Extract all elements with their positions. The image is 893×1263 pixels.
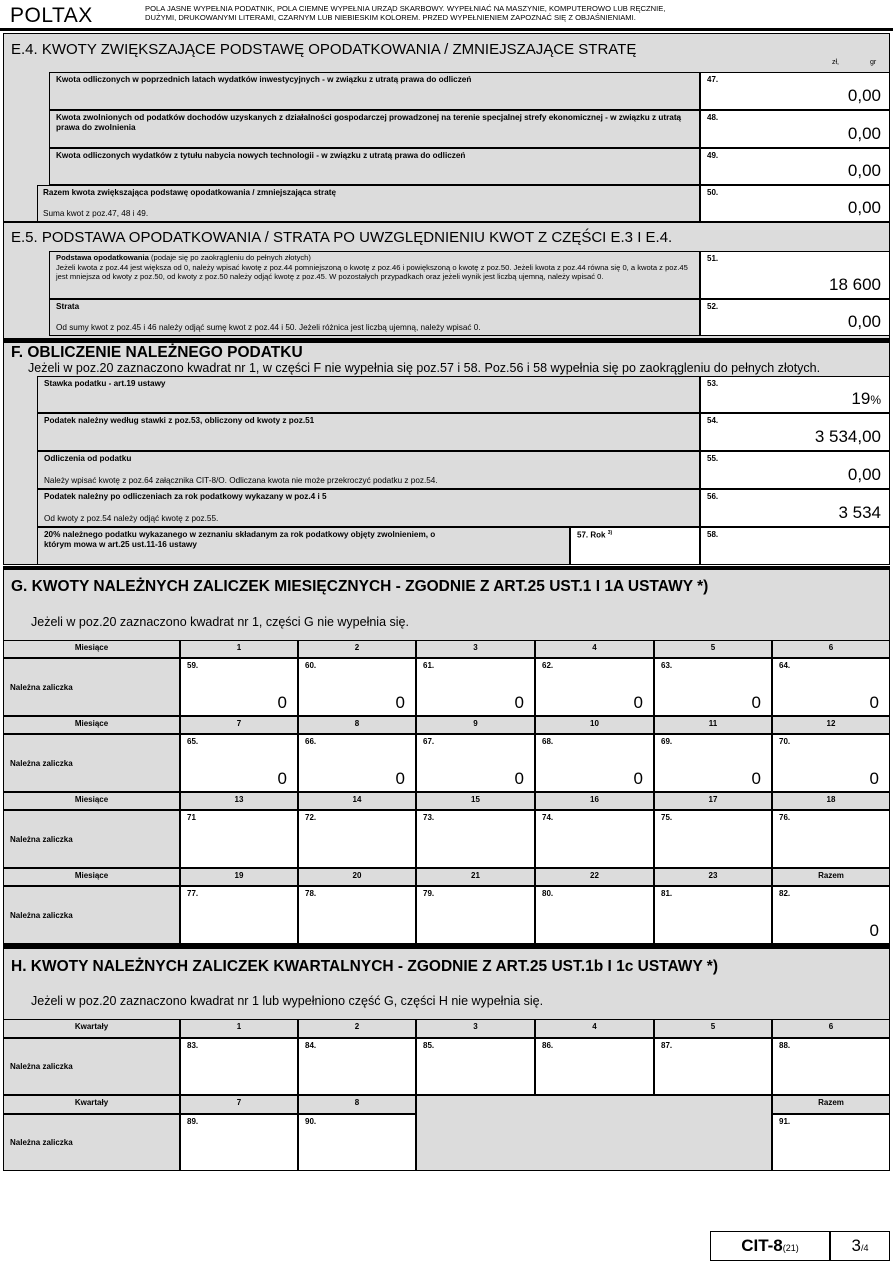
label-49: Kwota odliczonych wydatków z tytułu nabycia nowych technologii - w związku z utratą prawa do odliczeń — [49, 148, 700, 185]
header-instructions — [145, 5, 845, 22]
month-col-header: 6 — [772, 640, 890, 658]
quarter-col-header: 4 — [535, 1019, 654, 1038]
month-field[interactable] — [535, 734, 654, 792]
field-number: 65. — [187, 737, 199, 746]
field-number: 60. — [305, 661, 317, 670]
field-value: 0 — [751, 769, 761, 788]
quarter-col-header: 1 — [180, 1019, 298, 1038]
field-56[interactable]: 56. 3 534 — [700, 489, 890, 527]
month-field[interactable] — [180, 658, 298, 716]
field-47[interactable]: 47. 0,00 — [700, 72, 890, 110]
section-f-intro: Jeżeli w poz.20 zaznaczono kwadrat nr 1, w części F nie wypełnia się poz.57 i 58. Poz.56 i 58 wypełnia się po zaokrągleniu do pełnych złotych. — [28, 361, 821, 375]
section-h-intro: Jeżeli w poz.20 zaznaczono kwadrat nr 1 lub wypełniono część G, części H nie wypełnia się. — [31, 994, 544, 1008]
field-number: 59. — [187, 661, 199, 670]
field-number: 88. — [779, 1041, 791, 1050]
form-version: (21) — [782, 1243, 799, 1253]
month-col-header: 14 — [298, 792, 416, 810]
field-number: 75. — [661, 813, 673, 822]
quarter-col-header: 2 — [298, 1019, 416, 1038]
month-col-header: 3 — [416, 640, 535, 658]
label-50: Razem kwota zwiększająca podstawę opodatkowania / zmniejszająca stratę Suma kwot z poz.47, 48 i 49. — [37, 185, 700, 222]
quarter-field[interactable] — [416, 1038, 535, 1095]
form-id-box — [710, 1231, 830, 1261]
month-field[interactable] — [298, 658, 416, 716]
field-number: 63. — [661, 661, 673, 670]
month-col-header: 16 — [535, 792, 654, 810]
quarters-header: Kwartały — [3, 1019, 180, 1038]
field-number: 71 — [187, 813, 196, 822]
field-number: 62. — [542, 661, 554, 670]
field-value: 0 — [633, 769, 643, 788]
quarter-col-header: 5 — [654, 1019, 772, 1038]
quarter-field[interactable] — [180, 1038, 298, 1095]
month-field[interactable] — [654, 810, 772, 868]
field-48[interactable]: 48. 0,00 — [700, 110, 890, 148]
month-field[interactable] — [180, 734, 298, 792]
label-53: Stawka podatku - art.19 ustawy — [37, 376, 700, 413]
month-col-header: 21 — [416, 868, 535, 886]
field-number: 82. — [779, 889, 791, 898]
gray-filler — [416, 1095, 772, 1171]
label-57-58: 20% należnego podatku wykazanego w zeznaniu składanym za rok podatkowy objęty zwolnieniem, o którym mowa w art.25 ust.11-16 ustawy — [37, 527, 570, 565]
quarter-col-header: 7 — [180, 1095, 298, 1114]
field-value: 0 — [751, 693, 761, 712]
row-label: Należna zaliczka — [3, 810, 180, 868]
field-number: 79. — [423, 889, 435, 898]
field-value: 0 — [514, 769, 524, 788]
quarter-col-header: Razem — [772, 1095, 890, 1114]
month-col-header: 12 — [772, 716, 890, 734]
month-col-header: 22 — [535, 868, 654, 886]
field-57-year[interactable]: 57. Rok $^{3)}$ — [570, 527, 700, 565]
field-number: 80. — [542, 889, 554, 898]
field-number: 84. — [305, 1041, 317, 1050]
quarter-col-header: 8 — [298, 1095, 416, 1114]
field-value: 0 — [633, 693, 643, 712]
section-f-title: F. OBLICZENIE NALEŻNEGO PODATKU — [11, 344, 303, 361]
field-number: 66. — [305, 737, 317, 746]
section-e4-title: E.4. KWOTY ZWIĘKSZAJĄCE PODSTAWĘ OPODATKOWANIA / ZMNIEJSZAJĄCE STRATĘ — [11, 41, 637, 58]
month-field[interactable] — [535, 810, 654, 868]
field-54[interactable]: 54. 3 534,00 — [700, 413, 890, 451]
month-col-header: 9 — [416, 716, 535, 734]
month-col-header: 10 — [535, 716, 654, 734]
month-col-header: 4 — [535, 640, 654, 658]
month-col-header: 5 — [654, 640, 772, 658]
month-field[interactable] — [298, 810, 416, 868]
month-field[interactable] — [416, 658, 535, 716]
quarters-header: Kwartały — [3, 1095, 180, 1114]
month-col-header: 18 — [772, 792, 890, 810]
row-label: Należna zaliczka — [3, 658, 180, 716]
field-49[interactable]: 49. 0,00 — [700, 148, 890, 185]
months-header: Miesiące — [3, 640, 180, 658]
field-number: 83. — [187, 1041, 199, 1050]
field-value: 0 — [277, 693, 287, 712]
quarter-field[interactable] — [772, 1114, 890, 1171]
label-47: Kwota odliczonych w poprzednich latach wydatków inwestycyjnych - w związku z utratą prawa do odliczeń — [49, 72, 700, 110]
field-51[interactable]: 51. 18 600 — [700, 251, 890, 299]
quarter-col-header: 6 — [772, 1019, 890, 1038]
months-header: Miesiące — [3, 792, 180, 810]
month-field[interactable] — [298, 734, 416, 792]
month-field[interactable] — [772, 734, 890, 792]
quarter-field[interactable] — [180, 1114, 298, 1171]
field-number: 67. — [423, 737, 435, 746]
label-54: Podatek należny według stawki z poz.53, obliczony od kwoty z poz.51 — [37, 413, 700, 451]
field-number: 68. — [542, 737, 554, 746]
field-value: 0 — [869, 693, 879, 712]
field-number: 69. — [661, 737, 673, 746]
quarter-field[interactable] — [772, 1038, 890, 1095]
field-52[interactable]: 52. 0,00 — [700, 299, 890, 336]
month-field[interactable] — [298, 886, 416, 944]
month-field[interactable] — [416, 886, 535, 944]
month-field[interactable] — [180, 886, 298, 944]
month-field[interactable] — [772, 886, 890, 944]
field-number: 86. — [542, 1041, 554, 1050]
month-col-header: 19 — [180, 868, 298, 886]
field-number: 72. — [305, 813, 317, 822]
months-header: Miesiące — [3, 716, 180, 734]
field-value: 0 — [869, 921, 879, 940]
field-number: 70. — [779, 737, 791, 746]
month-col-header: Razem — [772, 868, 890, 886]
page-box — [830, 1231, 890, 1261]
field-55[interactable]: 55. 0,00 — [700, 451, 890, 489]
row-label: Należna zaliczka — [3, 1038, 180, 1095]
label-51: Podstawa opodatkowania (podaje się po zaokrągleniu do pełnych złotych) Jeżeli kwota z poz.44 jest większa od 0, należy wpisać kwotę z poz.44 pomniejszoną o kwotę z poz.46 i powiększoną o kwotę z poz.50. Jeżeli kwota z poz.44 równa się 0, a kwota z poz.45 jest mniejsza od kwoty z poz.50, od kwoty z poz.50 należy odjąć kwotę z poz.45. W pozostałych przypadkach oraz jeżeli wynik jest liczbą ujemną, należy wpisać 0. — [49, 251, 700, 299]
field-number: 89. — [187, 1117, 199, 1126]
field-50[interactable]: 50. 0,00 — [700, 185, 890, 222]
month-col-header: 15 — [416, 792, 535, 810]
field-number: 61. — [423, 661, 435, 670]
month-field[interactable] — [654, 734, 772, 792]
row-label: Należna zaliczka — [3, 1114, 180, 1171]
field-value: 0 — [395, 693, 405, 712]
quarter-field[interactable] — [298, 1038, 416, 1095]
month-col-header: 8 — [298, 716, 416, 734]
quarter-col-header: 3 — [416, 1019, 535, 1038]
header-note-line2: DUŻYMI, DRUKOWANYMI LITERAMI, CZARNYM LUB NIEBIESKIM KOLOREM. PRZED WYPEŁNIENIEM ZAPOZNAĆ SIĘ Z OBJAŚNIENIAMI. — [145, 12, 636, 22]
field-value: 0 — [514, 693, 524, 712]
label-56: Podatek należny po odliczeniach za rok podatkowy wykazany w poz.4 i 5 Od kwoty z poz.54 należy odjąć kwotę z poz.55. — [37, 489, 700, 527]
row-label: Należna zaliczka — [3, 734, 180, 792]
unit-zl: zł, — [832, 59, 839, 66]
quarter-field[interactable] — [535, 1038, 654, 1095]
field-53[interactable]: 53. 19% — [700, 376, 890, 413]
month-col-header: 17 — [654, 792, 772, 810]
month-field[interactable] — [416, 734, 535, 792]
month-field[interactable] — [535, 886, 654, 944]
month-col-header: 2 — [298, 640, 416, 658]
label-48: Kwota zwolnionych od podatków dochodów uzyskanych z działalności gospodarczej prowadzonej na terenie specjalnej strefy ekonomicznej - w związku z utratą prawa do zwolnienia — [49, 110, 700, 148]
month-field[interactable] — [772, 658, 890, 716]
field-value: 0 — [395, 769, 405, 788]
month-field[interactable] — [416, 810, 535, 868]
month-col-header: 13 — [180, 792, 298, 810]
label-55: Odliczenia od podatku Należy wpisać kwotę z poz.64 załącznika CIT-8/O. Odliczana kwota nie może przekroczyć podatku z poz.54. — [37, 451, 700, 489]
quarter-field[interactable] — [298, 1114, 416, 1171]
month-field[interactable] — [772, 810, 890, 868]
month-field[interactable] — [535, 658, 654, 716]
field-number: 76. — [779, 813, 791, 822]
month-field[interactable] — [180, 810, 298, 868]
field-number: 73. — [423, 813, 435, 822]
page-total: /4 — [860, 1243, 869, 1253]
field-number: 85. — [423, 1041, 435, 1050]
section-g-title: G. KWOTY NALEŻNYCH ZALICZEK MIESIĘCZNYCH - ZGODNIE Z ART.25 UST.1 I 1A USTAWY *) — [11, 578, 709, 595]
month-col-header: 20 — [298, 868, 416, 886]
label-52: Strata Od sumy kwot z poz.45 i 46 należy odjąć sumę kwot z poz.44 i 50. Jeżeli różnica jest liczbą ujemną, należy wpisać 0. — [49, 299, 700, 336]
field-58[interactable]: 58. — [700, 527, 890, 565]
row-label: Należna zaliczka — [3, 886, 180, 944]
quarter-field[interactable] — [654, 1038, 772, 1095]
field-number: 64. — [779, 661, 791, 670]
months-header: Miesiące — [3, 868, 180, 886]
header-divider — [0, 28, 893, 31]
month-field[interactable] — [654, 886, 772, 944]
unit-gr: gr — [870, 59, 877, 66]
field-number: 78. — [305, 889, 317, 898]
month-field[interactable] — [654, 658, 772, 716]
section-h-title: H. KWOTY NALEŻNYCH ZALICZEK KWARTALNYCH - ZGODNIE Z ART.25 UST.1b I 1c USTAWY *) — [11, 958, 718, 975]
field-number: 87. — [661, 1041, 673, 1050]
field-number: 81. — [661, 889, 673, 898]
form-id: CIT-8 — [741, 1236, 783, 1255]
field-number: 77. — [187, 889, 199, 898]
section-e5-title: E.5. PODSTAWA OPODATKOWANIA / STRATA PO UWZGLĘDNIENIU KWOT Z CZĘŚCI E.3 I E.4. — [11, 229, 673, 246]
month-col-header: 1 — [180, 640, 298, 658]
month-col-header: 7 — [180, 716, 298, 734]
month-col-header: 23 — [654, 868, 772, 886]
poltax-logo: POLTAX — [10, 4, 93, 27]
section-g-intro: Jeżeli w poz.20 zaznaczono kwadrat nr 1, części G nie wypełnia się. — [31, 615, 409, 629]
field-number: 74. — [542, 813, 554, 822]
field-number: 90. — [305, 1117, 317, 1126]
month-col-header: 11 — [654, 716, 772, 734]
page-number: 3 — [851, 1236, 861, 1255]
field-number: 91. — [779, 1117, 791, 1126]
header-note-line1: POLA JASNE WYPEŁNIA PODATNIK, POLA CIEMNE WYPEŁNIA URZĄD SKARBOWY. WYPEŁNIAĆ NA MASZYNIE, KOMPUTEROWO LUB RĘCZNIE, — [145, 4, 666, 13]
field-value: 0 — [277, 769, 287, 788]
field-value: 0 — [869, 769, 879, 788]
